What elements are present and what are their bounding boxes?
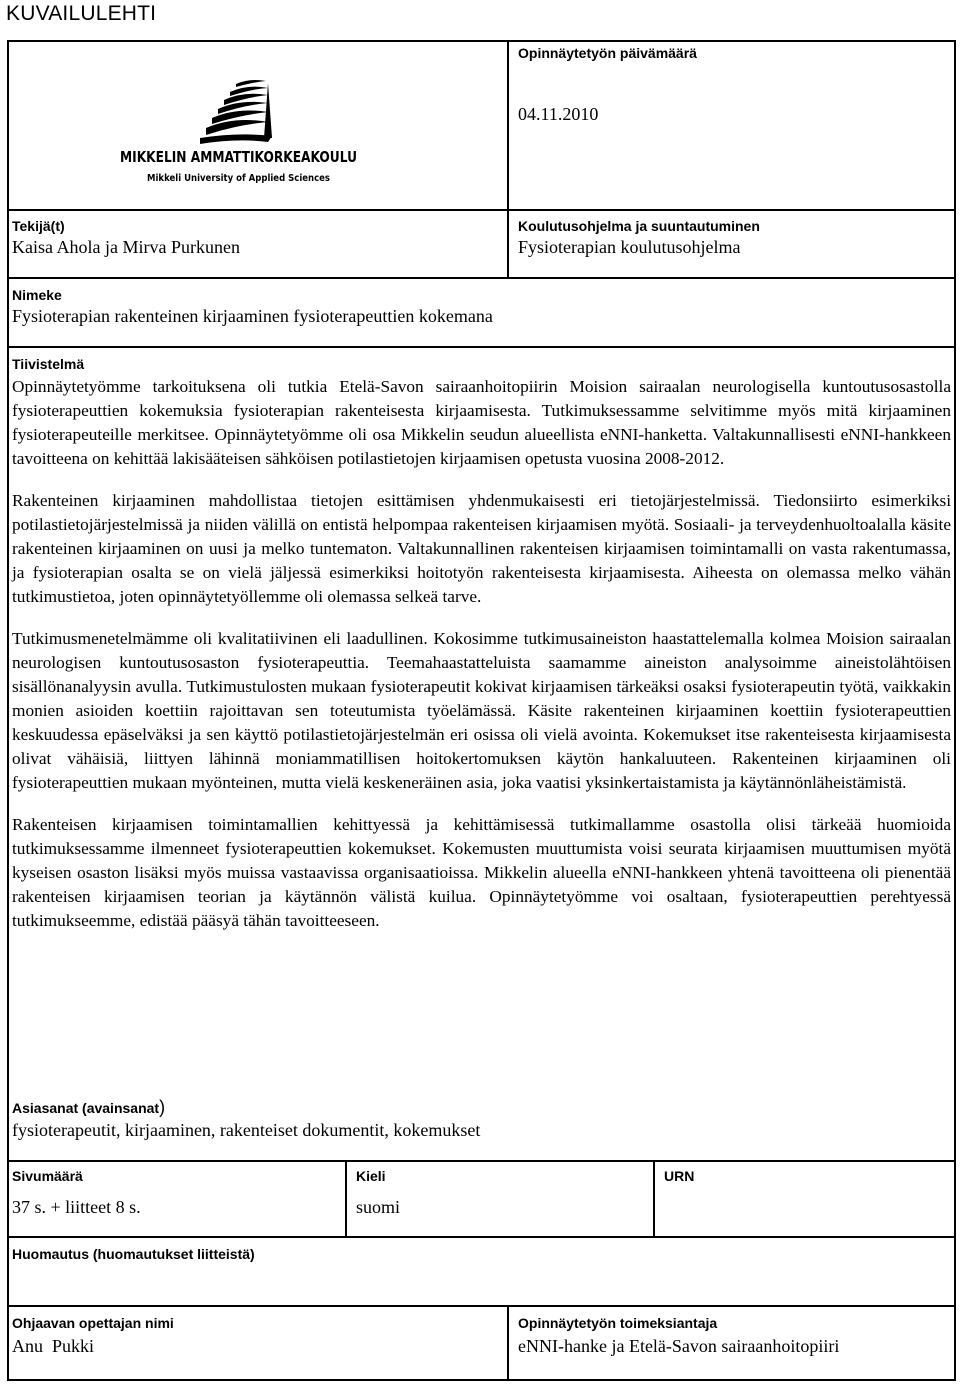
divider-pages-language [345, 1160, 347, 1236]
divider-language-urn [653, 1160, 655, 1236]
document-title: KUVAILULEHTI [6, 2, 157, 25]
thesis-date-value: 04.11.2010 [518, 104, 599, 124]
abstract-paragraph: Rakenteisen kirjaamisen toimintamallien kehittyessä ja kehittämisessä tutkimallamme osastolla olisi tärkeää huomioida tutkimuksessamme ilmenneet fysioterapeuttien kokemukset. Kokemusten muuttumista voisi seurata kirjaamisen muuttumisen myötä kyseisen osaston lisäksi myös muissa vastaavissa organisaatioissa. Mikkelin alueella eNNI-hankkeen yhtenä tavoitteena oli pienentää rakenteisen kirjaamisen teorian ja käytännön välistä kuilua. Opinnäytetyömme voi osaltaan, fysioterapeuttien perehtyessä tutkimukseemme, edistää pääsyä tähän tavoitteeseen. [12, 815, 951, 930]
abstract-label: Tiivistelmä [12, 356, 85, 372]
logo-name: MIKKELIN AMMATTIKORKEAKOULU [120, 148, 357, 166]
keywords-value: fysioterapeutit, kirjaaminen, rakenteiset dokumentit, kokemukset [12, 1120, 481, 1140]
thesis-title-label: Nimeke [12, 287, 62, 303]
page-count-label: Sivumäärä [12, 1168, 83, 1184]
thesis-title-value: Fysioterapian rakenteinen kirjaaminen fysioterapeuttien kokemana [12, 306, 493, 326]
divider-authors-top [7, 209, 956, 211]
divider-title-top [7, 277, 956, 279]
abstract-paragraph: Rakenteinen kirjaaminen mahdollistaa tietojen esittämisen yhdenmukaisesti eri tietojärjestelmissä. Tiedonsiirto esimerkiksi potilastietojärjestelmissä ja niiden välillä on entistä helpompaa rakenteisen kirjaamisen myötä. Sosiaali- ja terveydenhuoltoalalla käsite rakenteinen kirjaaminen on uusi ja melko tuntematon. Valtakunnallinen rakenteisen kirjaamisen toimintamalli on vasta rakentumassa, ja fysioterapian osalta se on vielä jäljessä esimerkiksi hoitotyön rakenteisesta kirjaamisesta. Aiheesta on olemassa melko vähän tutkimustietoa, joten opinnäytetyöllemme oli olemassa selkeä tarve. [12, 491, 951, 606]
logo [118, 78, 363, 193]
commissioner-value: eNNI-hanke ja Etelä-Savon sairaanhoitopiiri [518, 1336, 840, 1356]
program-label: Koulutusohjelma ja suuntautuminen [518, 218, 760, 234]
commissioner-label: Opinnäytetyön toimeksiantaja [518, 1315, 718, 1331]
thesis-date-label: Opinnäytetyön päivämäärä [518, 45, 697, 61]
keywords-label [12, 1099, 165, 1116]
program-value: Fysioterapian koulutusohjelma [518, 237, 741, 257]
divider-supervisor-top [7, 1305, 956, 1307]
supervisor-label: Ohjaavan opettajan nimi [12, 1315, 174, 1331]
language-value: suomi [356, 1197, 401, 1217]
divider-header-vertical [507, 40, 509, 277]
keywords-label-paren: ) [159, 1097, 166, 1117]
divider-pages-top [7, 1160, 956, 1162]
supervisor-value: Anu Pukki [12, 1336, 95, 1356]
divider-notes-top [7, 1236, 956, 1238]
page-count-value: 37 s. + liitteet 8 s. [12, 1197, 141, 1217]
notes-label: Huomautus (huomautukset liitteistä) [12, 1246, 255, 1262]
authors-value: Kaisa Ahola ja Mirva Purkunen [12, 237, 240, 257]
abstract-paragraph: Tutkimusmenetelmämme oli kvalitatiivinen eli laadullinen. Kokosimme tutkimusaineiston haastattelemalla kolmea Moision sairaalan neurologisen kuntoutusosaston fysioterapeuttia. Teemahaastatteluista saamamme aineiston analysoimme aineistolähtöisen sisällönanalyysin avulla. Tutkimustulosten mukaan fysioterapeutit kokivat kirjaamisen tärkeäksi osaksi fysioterapeutin työtä, vaikkakin monien asioiden koettiin rajoittavan sen toteutumista työelämässä. Käsite rakenteinen kirjaaminen koettiin fysioterapeuttien keskuudessa epäselväksi ja sen käyttö potilastietojärjestelmän eri osissa oli vielä avointa. Kokemukset itse rakenteisesta kirjaamisesta olivat vähäisiä, liittyen lähinnä moniammatillisen hoitokertomuksen käytön hankaluuteen. Rakenteinen kirjaaminen oli fysioterapeuttien mukaan myönteinen, mutta vielä keskeneräinen asia, joka vaatisi yksinkertaistamista ja käytännönläheistämistä. [12, 629, 951, 792]
logo-subtitle: Mikkeli University of Applied Sciences [147, 173, 331, 184]
abstract-paragraph: Opinnäytetyömme tarkoituksena oli tutkia Etelä-Savon sairaanhoitopiirin Moision sairaalan neurologisella kuntoutusosastolla fysioterapeuttien kokemuksia fysioterapian rakenteisesta kirjaamisesta. Tutkimuksessamme selvitimme myös mitä kirjaaminen fysioterapeuteille merkitsee. Opinnäytetyömme oli osa Mikkelin seudun alueellista eNNI-hanketta. Valtakunnallisesti eNNI-hankkeen tavoitteena on kehittää lakisääteisen sähköisen potilastietojen kirjaamisen opetusta vuosina 2008-2012. [12, 377, 951, 468]
divider-supervisor-commissioner [507, 1305, 509, 1381]
authors-label: Tekijä(t) [12, 218, 65, 234]
language-label: Kieli [356, 1168, 386, 1184]
urn-label: URN [664, 1168, 695, 1184]
mamk-logo-icon [118, 78, 363, 188]
abstract-body [12, 375, 951, 933]
divider-abstract-top [7, 346, 956, 348]
keywords-label-text: Asiasanat (avainsanat [12, 1100, 160, 1116]
